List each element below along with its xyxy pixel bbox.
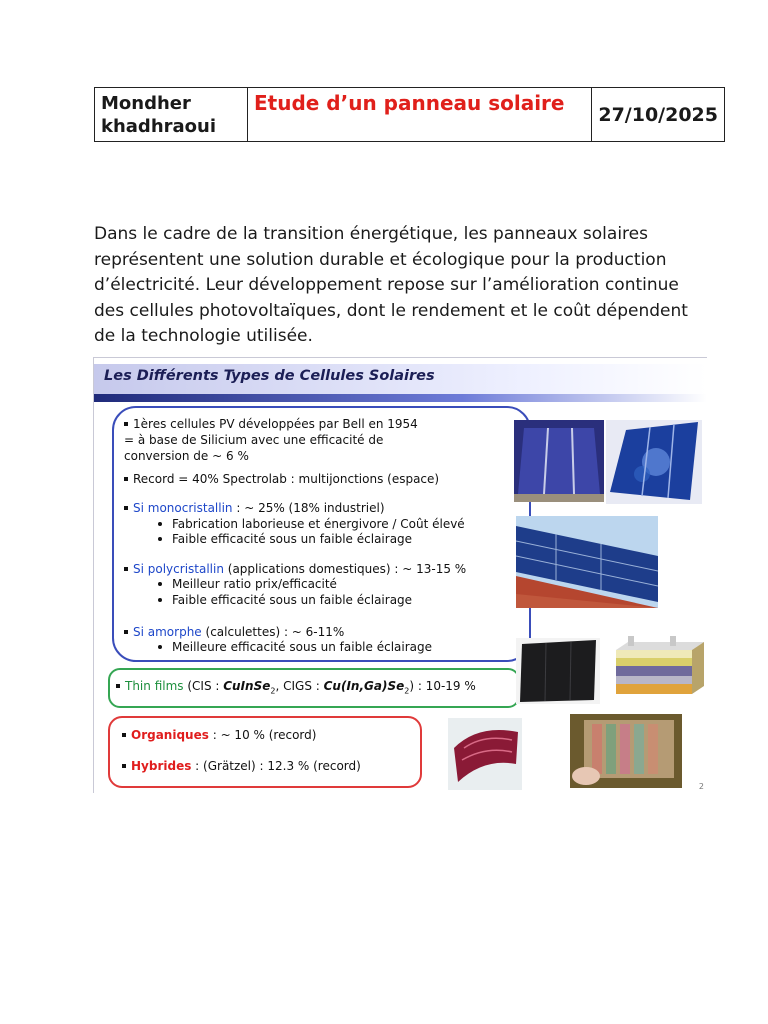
poly-bullet-1: Meilleur ratio prix/efficacité [158,577,337,593]
mono-bullet-2: Faible efficacité sous un faible éclairage [158,532,412,548]
author-name: Mondher khadhraoui [95,88,248,142]
mono-bullet-1: Fabrication laborieuse et énergivore / Coût élevé [158,517,465,533]
intro-paragraph: Dans le cadre de la transition énergétique, les panneaux solaires représentent une solution durable et écologique pour la production d’électricité. Leur développement repose sur l’amélioration continue des cellules photovoltaïques, dont le rendement et le coût dépendent de la technologie utilisée. [94,224,688,346]
cigs-layer-diagram [606,632,706,706]
poly-bullet-2: Faible efficacité sous un faible éclairage [158,593,412,609]
solar-cells-slide [93,357,707,793]
poly-line: Si polycristallin (applications domestiques) : ~ 13-15 % [124,562,466,578]
hybrid-line: Hybrides : (Grätzel) : 12.3 % (record) [122,759,361,775]
record-line: Record = 40% Spectrolab : multijonctions (espace) [124,472,439,488]
amorph-bullet-1: Meilleure efficacité sous un faible éclairage [158,640,432,656]
bell-line-3: conversion de ~ 6 % [124,449,249,463]
organic-hybrid-box [108,716,422,788]
poly-cell-photo [606,420,702,504]
document-title: Etude d’un panneau solaire [248,88,592,142]
bell-line-1: 1ères cellules PV développées par Bell en 1954 [124,417,418,433]
slide-title-bar [94,364,707,394]
document-date: 27/10/2025 [592,88,725,142]
organic-film-photo [448,718,522,790]
roof-panels-photo [516,516,658,608]
mono-cell-photo [514,420,604,502]
dye-cell-photo [570,714,682,788]
thin-film-panel-photo [516,638,600,704]
mono-line: Si monocristallin : ~ 25% (18% industriel) [124,501,385,517]
bell-line-2: = à base de Silicium avec une efficacité de [124,433,384,447]
thin-films-line: Thin films (CIS : CuInSe$_2$, CIGS : $Cu(In,Ga)Se_2$) : 10-19 % [116,679,476,699]
slide-title: Les Différents Types de Cellules Solaires [104,368,435,384]
header-table [94,87,725,142]
organic-line: Organiques : ~ 10 % (record) [122,728,316,744]
slide-page-number: 2 [698,782,704,791]
slide-title-band [94,394,707,402]
amorph-line: Si amorphe (calculettes) : ~ 6-11% [124,625,344,641]
